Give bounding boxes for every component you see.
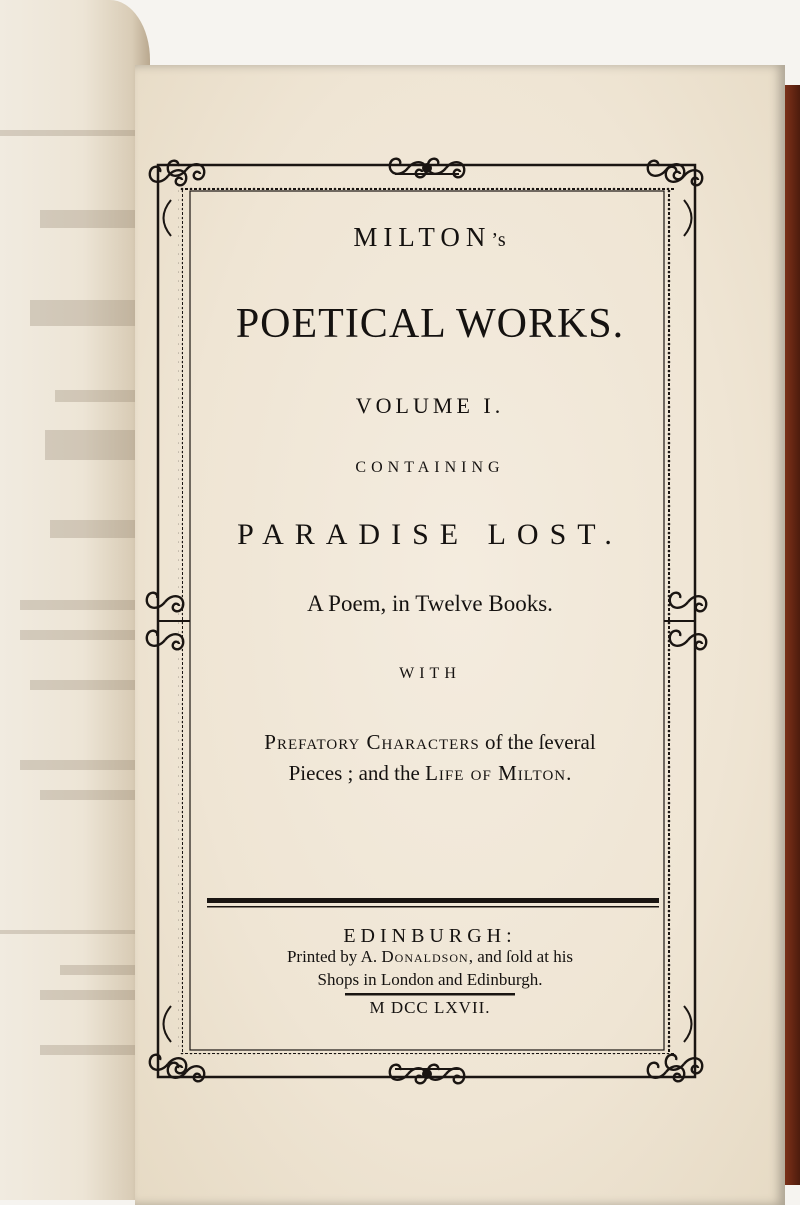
author-line: MILTON’s: [353, 222, 507, 252]
subtitle: A Poem, in Twelve Books.: [307, 591, 553, 616]
containing-label: CONTAINING: [355, 459, 505, 476]
imprint-line-1: Printed by A. Donaldson, and ſold at his: [286, 947, 574, 966]
imprint-line-2: Shops in London and Edinburgh.: [317, 970, 543, 989]
work-title: POETICAL WORKS.: [235, 301, 625, 347]
imprint-rule-thin: [207, 906, 659, 908]
volume-label: VOLUME I.: [355, 393, 505, 418]
preface-line-1: Prefatory Characters of the ſeveral: [264, 730, 596, 754]
top-fleuron: [390, 159, 464, 178]
bottom-fleuron: [390, 1065, 464, 1084]
preface-line-2: Pieces ; and the Life of Milton.: [288, 761, 572, 785]
date-rule: [345, 993, 515, 996]
imprint-city: EDINBURGH:: [343, 925, 517, 947]
main-title: PARADISE LOST.: [237, 518, 623, 551]
imprint-rule-thick: [207, 898, 659, 903]
with-label: WITH: [399, 665, 461, 682]
imprint-date: M DCC LXVII.: [369, 998, 491, 1017]
